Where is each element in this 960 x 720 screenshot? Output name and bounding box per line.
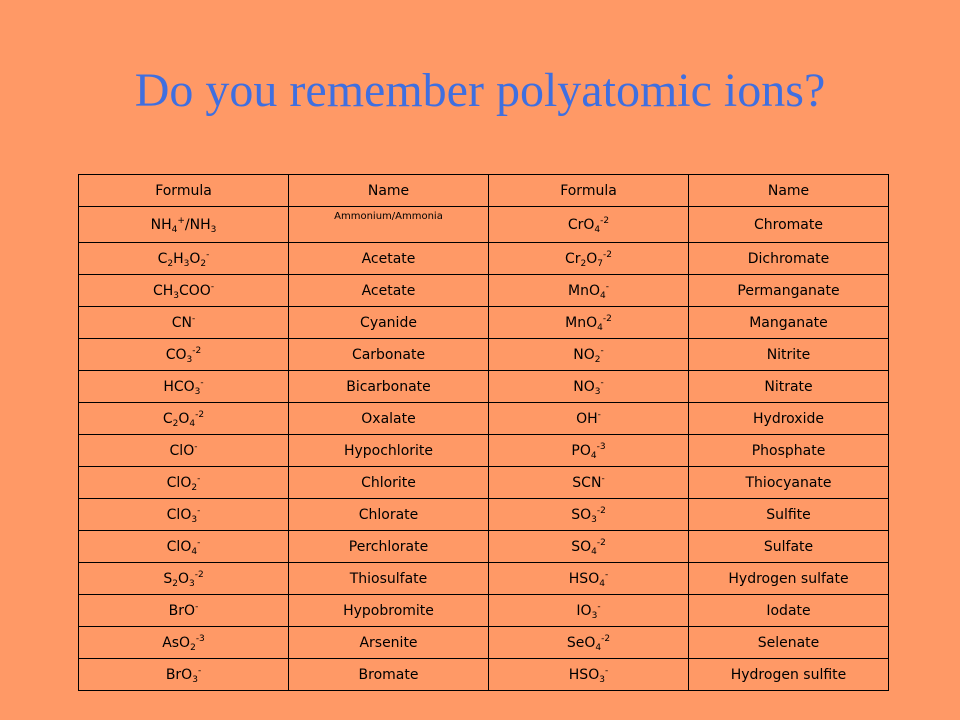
name-cell: Hypochlorite xyxy=(289,435,489,467)
formula-cell: $NO_3^-$ xyxy=(489,371,689,403)
name-cell: Hydrogen sulfate xyxy=(689,563,889,595)
formula-cell: ClO- xyxy=(79,435,289,467)
name-cell: Perchlorate xyxy=(289,531,489,563)
formula-cell: ClO$_3$- xyxy=(79,499,289,531)
formula-cell: $SO_3^{-2}$ xyxy=(489,499,689,531)
name-cell: Phosphate xyxy=(689,435,889,467)
name-cell: Acetate xyxy=(289,243,489,275)
name-cell: Acetate xyxy=(289,275,489,307)
slide-title: Do you remember polyatomic ions? xyxy=(134,64,826,117)
polyatomic-ions-table xyxy=(78,174,889,691)
header-formula-2: Formula xyxy=(489,175,689,207)
name-cell: Arsenite xyxy=(289,627,489,659)
formula-cell: MnO$_4$- xyxy=(489,275,689,307)
formula-cell: BrO$_3$- xyxy=(79,659,289,691)
name-cell: Sulfate xyxy=(689,531,889,563)
table-row xyxy=(79,531,889,563)
name-cell: Chlorite xyxy=(289,467,489,499)
table-row xyxy=(79,371,889,403)
formula-cell: $C_2H_3O_2^-$ xyxy=(79,243,289,275)
formula-cell: $HSO_4^-$ xyxy=(489,563,689,595)
table-row xyxy=(79,627,889,659)
table-row xyxy=(79,563,889,595)
name-cell: Hypobromite xyxy=(289,595,489,627)
formula-cell: $NH_4^+/NH_3$ xyxy=(79,207,289,243)
name-cell: Bicarbonate xyxy=(289,371,489,403)
formula-cell: $PO_4^{-3}$ xyxy=(489,435,689,467)
formula-cell: $HCO_3^-$ xyxy=(79,371,289,403)
formula-cell: $CH_3COO^-$ xyxy=(79,275,289,307)
table-body xyxy=(79,175,889,691)
name-cell: Bromate xyxy=(289,659,489,691)
formula-cell: CN- xyxy=(79,307,289,339)
table-row xyxy=(79,595,889,627)
formula-cell: ClO$_4$- xyxy=(79,531,289,563)
name-cell: Hydrogen sulfite xyxy=(689,659,889,691)
formula-cell: $SO_4^{-2}$ xyxy=(489,531,689,563)
name-cell: Iodate xyxy=(689,595,889,627)
formula-cell: CrO$_4^{-2}$ xyxy=(489,207,689,243)
table-row xyxy=(79,659,889,691)
name-cell: Permanganate xyxy=(689,275,889,307)
formula-cell: $CO_3^{-2}$ xyxy=(79,339,289,371)
name-cell: Cyanide xyxy=(289,307,489,339)
formula-cell: SCN- xyxy=(489,467,689,499)
table-row xyxy=(79,339,889,371)
formula-cell: $HSO_3^-$ xyxy=(489,659,689,691)
table-row xyxy=(79,403,889,435)
name-cell: Chromate xyxy=(689,207,889,243)
formula-cell: $S_2O_3^{-2}$ xyxy=(79,563,289,595)
name-cell: Chlorate xyxy=(289,499,489,531)
name-cell: Thiosulfate xyxy=(289,563,489,595)
name-cell: Manganate xyxy=(689,307,889,339)
table-row xyxy=(79,499,889,531)
table-row xyxy=(79,307,889,339)
name-cell: Sulfite xyxy=(689,499,889,531)
name-cell: Ammonium/Ammonia xyxy=(289,207,489,243)
name-cell: Dichromate xyxy=(689,243,889,275)
table-row xyxy=(79,275,889,307)
formula-cell: ClO$_2$- xyxy=(79,467,289,499)
name-cell: Oxalate xyxy=(289,403,489,435)
name-cell: Selenate xyxy=(689,627,889,659)
formula-cell: $IO_3^-$ xyxy=(489,595,689,627)
formula-cell: $C_2O_4^{-2}$ xyxy=(79,403,289,435)
formula-cell: $NO_2^-$ xyxy=(489,339,689,371)
header-name-1: Name xyxy=(289,175,489,207)
formula-cell: AsO$_2^{-3}$ xyxy=(79,627,289,659)
formula-cell: MnO$_4^{-2}$ xyxy=(489,307,689,339)
name-cell: Carbonate xyxy=(289,339,489,371)
formula-cell: OH- xyxy=(489,403,689,435)
formula-cell: BrO- xyxy=(79,595,289,627)
formula-cell: $Cr_2O_7^{-2}$ xyxy=(489,243,689,275)
table-header-row xyxy=(79,175,889,207)
table-row xyxy=(79,207,889,243)
table-row xyxy=(79,467,889,499)
formula-cell: SeO$_4^{-2}$ xyxy=(489,627,689,659)
name-cell: Nitrate xyxy=(689,371,889,403)
name-cell: Nitrite xyxy=(689,339,889,371)
table-row xyxy=(79,435,889,467)
name-cell: Hydroxide xyxy=(689,403,889,435)
header-name-2: Name xyxy=(689,175,889,207)
name-cell: Thiocyanate xyxy=(689,467,889,499)
table-row xyxy=(79,243,889,275)
header-formula-1: Formula xyxy=(79,175,289,207)
